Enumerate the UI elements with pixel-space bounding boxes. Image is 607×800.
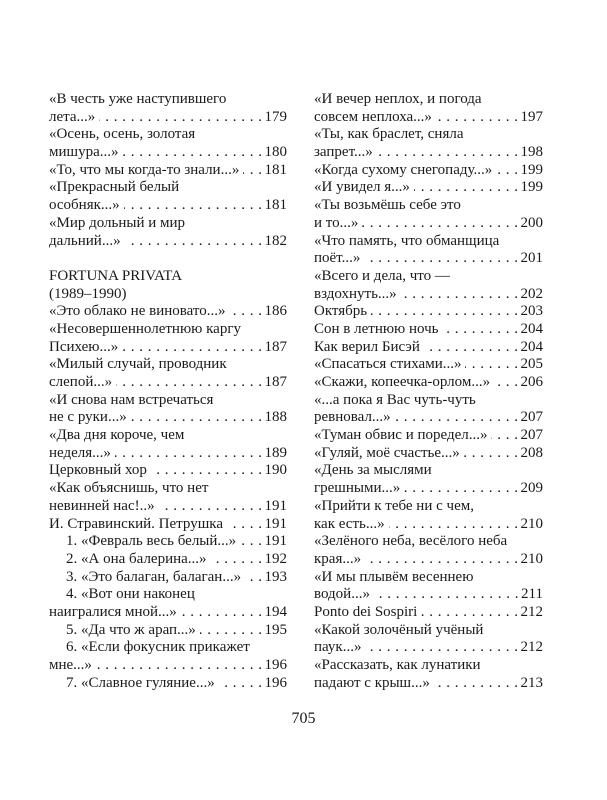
toc-entry-title: Как верил Бисэй (314, 338, 420, 355)
toc-entry-page: 213 (520, 674, 543, 691)
toc-entry-title: «Рассказать, как лунатики (314, 657, 481, 673)
toc-entry-title: FORTUNA PRIVATA (49, 267, 183, 284)
toc-line (314, 215, 543, 233)
toc-line (49, 622, 287, 640)
dot-leader (395, 409, 519, 427)
toc-entry-page: 199 (520, 179, 543, 196)
toc-line (314, 462, 543, 480)
dot-leader (124, 197, 263, 215)
toc-entry-title: Психею...» (49, 338, 119, 355)
dot-leader (434, 675, 519, 693)
toc-entry-title: «Когда сухому снегопаду...» (314, 161, 493, 178)
toc-entry-title: и то...» (314, 214, 359, 231)
toc-line (314, 144, 543, 162)
toc-entry-title: паук...» (314, 639, 362, 656)
toc-entry-title: «День за мыслями (314, 462, 432, 479)
dot-leader (436, 109, 519, 127)
toc-entry-page: 198 (520, 144, 543, 161)
toc-line (49, 657, 287, 675)
toc-entry-page: 200 (520, 214, 543, 231)
dot-leader (131, 409, 263, 427)
dot-leader (240, 533, 262, 551)
toc-entry-title: «Мир дольный и мир (49, 214, 186, 231)
toc-line (49, 462, 287, 480)
toc-line (314, 409, 543, 427)
toc-entry-title: «И вечер неплох, и погода (314, 91, 482, 107)
toc-entry-page: 196 (264, 674, 287, 691)
toc-line (49, 480, 287, 498)
toc-line (49, 286, 287, 304)
toc-line (314, 604, 543, 622)
toc-line (314, 250, 543, 268)
toc-entry-page: 196 (264, 657, 287, 673)
toc-line (314, 533, 543, 551)
toc-entry-title: Сон в летнюю ночь (314, 320, 439, 337)
dot-leader (414, 179, 519, 197)
toc-entry-page: 181 (264, 197, 287, 214)
toc-entry-title: «Гуляй, моё счастье...» (314, 444, 460, 461)
dot-leader (219, 675, 263, 693)
toc-line (49, 162, 287, 180)
toc-entry-page: 206 (520, 374, 543, 390)
toc-entry-title: наигралися мной...» (49, 603, 177, 620)
dot-leader (230, 303, 263, 321)
toc-entry-page: 211 (521, 586, 543, 603)
toc-entry-page: 202 (520, 285, 543, 302)
toc-line (49, 91, 287, 109)
toc-line (49, 303, 287, 321)
toc-entry-title: водой...» (314, 586, 370, 603)
toc-line (49, 498, 287, 516)
toc-entry-page: 191 (264, 497, 287, 514)
toc-line (314, 569, 543, 587)
toc-entry-page: 207 (520, 427, 543, 444)
toc-entry-title: края...» (314, 550, 362, 567)
toc-entry-title: 1. «Февраль весь белый...» (66, 533, 237, 550)
toc-entry-title: «В честь уже наступившего (49, 91, 227, 107)
toc-entry-title: Церковный хор (49, 462, 147, 479)
dot-leader (377, 144, 519, 162)
toc-line (49, 586, 287, 604)
dot-leader (494, 374, 518, 392)
toc-column-right (314, 91, 543, 692)
dot-leader (365, 551, 518, 569)
dot-leader (364, 250, 518, 268)
toc-line (49, 179, 287, 197)
toc-line (314, 374, 543, 392)
toc-entry-title: вздохнуть...» (314, 285, 397, 302)
toc-entry-title: «Ты возьмёшь себе это (314, 197, 461, 214)
toc-entry-page: 197 (520, 108, 543, 125)
toc-entry-title: 2. «А она балерина...» (66, 550, 207, 567)
dot-leader (243, 162, 262, 180)
toc-entry-title: «Несовершеннолетнюю каргу (49, 320, 241, 337)
toc-entry-title: 3. «Это балаган, балаган...» (66, 568, 242, 585)
toc-entry-page: 193 (264, 568, 287, 585)
dot-leader (159, 498, 263, 516)
toc-line (314, 675, 543, 693)
toc-line (49, 445, 287, 463)
dot-leader (181, 604, 263, 622)
toc-entry-title: падают с крыш...» (314, 674, 430, 691)
toc-entry-page: 186 (264, 303, 287, 320)
dot-leader (389, 516, 519, 534)
toc-entry-title: 7. «Славное гуляние...» (66, 674, 215, 691)
toc-entry-title: «Осень, осень, золотая (49, 126, 196, 143)
dot-leader (122, 339, 262, 357)
dot-leader (365, 639, 518, 657)
toc-entry-page: 180 (264, 144, 287, 161)
toc-line (49, 374, 287, 392)
toc-entry-title: дальний...» (49, 232, 121, 249)
toc-line (314, 445, 543, 463)
dot-leader (96, 657, 263, 675)
toc-entry-page: 194 (264, 603, 287, 620)
toc-entry-title: особняк...» (49, 197, 120, 214)
dot-leader (496, 162, 518, 180)
toc-line (314, 339, 543, 357)
toc-entry-title: Ponto dei Sospiri (314, 603, 418, 620)
dot-leader (371, 303, 518, 321)
toc-entry-title: слепой...» (49, 374, 113, 390)
toc-line (314, 286, 543, 304)
toc-entry-page: 207 (520, 409, 543, 426)
toc-entry-page: 201 (520, 250, 543, 267)
dot-leader (227, 516, 263, 534)
toc-entry-title: «Скажи, копеечка-орлом...» (314, 374, 491, 390)
folio-page-number: 705 (291, 710, 316, 727)
toc-line (49, 569, 287, 587)
dot-leader (116, 374, 262, 392)
toc-line (314, 516, 543, 534)
toc-entry-title: «Что память, что обманщица (314, 232, 500, 249)
toc-line (49, 339, 287, 357)
toc-entry-title: «Прекрасный белый (49, 179, 180, 196)
toc-entry-title: «Как объяснишь, что нет (49, 480, 209, 497)
toc-entry-page: 210 (520, 550, 543, 567)
toc-entry-title: «Туман обвис и поредел...» (314, 427, 488, 444)
toc-entry-title: И. Стравинский. Петрушка (49, 515, 223, 532)
dot-leader (465, 356, 518, 374)
toc-line (49, 533, 287, 551)
toc-entry-title: «Всего и дела, что — (314, 267, 450, 284)
toc-entry-title: (1989–1990) (49, 285, 127, 302)
toc-line (49, 197, 287, 215)
toc-entry-title: «Прийти к тебе ни с чем, (314, 497, 474, 514)
toc-entry-title: невинней нас!..» (49, 497, 155, 514)
toc-entry-title: «Два дня короче, чем (49, 427, 185, 444)
dot-leader (421, 604, 518, 622)
dot-leader (245, 569, 262, 587)
toc-entry-title: 6. «Если фокусник прикажет (66, 639, 250, 656)
toc-entry-title: «И мы плывём весеннею (314, 568, 474, 585)
toc-entry-title: «И увидел я...» (314, 179, 410, 196)
toc-line (49, 268, 287, 286)
toc-line (49, 392, 287, 410)
toc-entry-page: 209 (520, 480, 543, 497)
toc-line (314, 498, 543, 516)
dot-leader (115, 445, 263, 463)
toc-line (49, 215, 287, 233)
toc-line (49, 551, 287, 569)
toc-entry-title: «Спасаться стихами...» (314, 356, 462, 373)
toc-entry-title: как есть...» (314, 515, 385, 532)
toc-line (49, 516, 287, 534)
toc-line (49, 126, 287, 144)
toc-line (49, 144, 287, 162)
toc-line (314, 91, 543, 109)
toc-line (49, 356, 287, 374)
toc-blank-line (49, 250, 287, 268)
toc-line (314, 356, 543, 374)
dot-leader (362, 215, 518, 233)
dot-leader (464, 445, 519, 463)
toc-entry-title: мишура...» (49, 144, 119, 161)
dot-leader (424, 339, 519, 357)
toc-entry-page: 195 (264, 621, 287, 638)
dot-leader (491, 427, 518, 445)
dot-leader (151, 462, 263, 480)
toc-entry-title: поёт...» (314, 250, 361, 267)
toc-line (314, 551, 543, 569)
toc-line (314, 109, 543, 127)
toc-line (314, 657, 543, 675)
toc-entry-title: мне...» (49, 657, 92, 673)
dot-leader (122, 144, 262, 162)
toc-line (314, 126, 543, 144)
dot-leader (200, 622, 263, 640)
toc-entry-page: 205 (520, 356, 543, 373)
toc-line (49, 109, 287, 127)
toc-line (49, 604, 287, 622)
toc-entry-page: 191 (264, 533, 287, 550)
toc-line (314, 233, 543, 251)
toc-line (49, 233, 287, 251)
dot-leader (99, 109, 262, 127)
toc-entry-page: 188 (264, 409, 287, 426)
dot-leader (211, 551, 263, 569)
toc-line (314, 392, 543, 410)
toc-line (49, 321, 287, 339)
toc-entry-page: 212 (520, 639, 543, 656)
toc-line (314, 321, 543, 339)
toc-entry-title: «...а пока я Вас чуть-чуть (314, 391, 476, 408)
toc-entry-page: 191 (264, 515, 287, 532)
toc-entry-page: 204 (520, 320, 543, 337)
toc-entry-title: запрет...» (314, 144, 373, 161)
toc-entry-title: 5. «Да что ж арап...» (66, 621, 196, 638)
toc-line (314, 586, 543, 604)
toc-entry-title: неделя...» (49, 444, 111, 461)
toc-entry-page: 187 (264, 374, 287, 390)
toc-line (314, 639, 543, 657)
toc-entry-title: грешными...» (314, 480, 401, 497)
toc-line (49, 409, 287, 427)
toc-line (314, 162, 543, 180)
toc-entry-page: 182 (264, 232, 287, 249)
toc-entry-title: «Какой золочёный учёный (314, 621, 484, 638)
toc-entry-title: лета...» (49, 108, 96, 125)
dot-leader (404, 480, 518, 498)
toc-entry-page: 199 (520, 161, 543, 178)
toc-entry-page: 190 (264, 462, 287, 479)
toc-entry-page: 181 (264, 161, 287, 178)
toc-entry-title: не с руки...» (49, 409, 127, 426)
toc-entry-title: ревновал...» (314, 409, 391, 426)
toc-entry-title: «Это облако не виновато...» (49, 303, 226, 320)
toc-line (314, 179, 543, 197)
dot-leader (125, 233, 263, 251)
toc-entry-title: «То, что мы когда-то знали...» (49, 161, 240, 178)
toc-entry-title: совсем неплоха...» (314, 108, 432, 125)
toc-line (314, 268, 543, 286)
toc-entry-page: 179 (264, 108, 287, 125)
toc-entry-page: 203 (520, 303, 543, 320)
toc-entry-title: «Зелёного неба, весёлого неба (314, 533, 508, 550)
toc-line (314, 427, 543, 445)
toc-line (314, 197, 543, 215)
toc-line (49, 639, 287, 657)
toc-entry-page: 189 (264, 444, 287, 461)
toc-line (49, 427, 287, 445)
toc-column-left (49, 91, 287, 692)
toc-entry-title: «Милый случай, проводник (49, 356, 227, 373)
toc-line (314, 622, 543, 640)
dot-leader (401, 286, 519, 304)
toc-entry-title: 4. «Вот они наконец (66, 586, 195, 603)
toc-entry-page: 212 (520, 603, 543, 620)
toc-line (49, 675, 287, 693)
toc-entry-page: 204 (520, 338, 543, 355)
toc-entry-page: 210 (520, 515, 543, 532)
toc-entry-title: «Ты, как браслет, сняла (314, 126, 464, 143)
dot-leader (443, 321, 519, 339)
toc-line (314, 303, 543, 321)
toc-entry-title: Октябрь (314, 303, 368, 320)
toc-entry-title: «И снова нам встречаться (49, 391, 214, 408)
toc-entry-page: 187 (264, 338, 287, 355)
dot-leader (374, 586, 519, 604)
toc-entry-page: 208 (520, 444, 543, 461)
toc-entry-page: 192 (264, 550, 287, 567)
toc-line (314, 480, 543, 498)
